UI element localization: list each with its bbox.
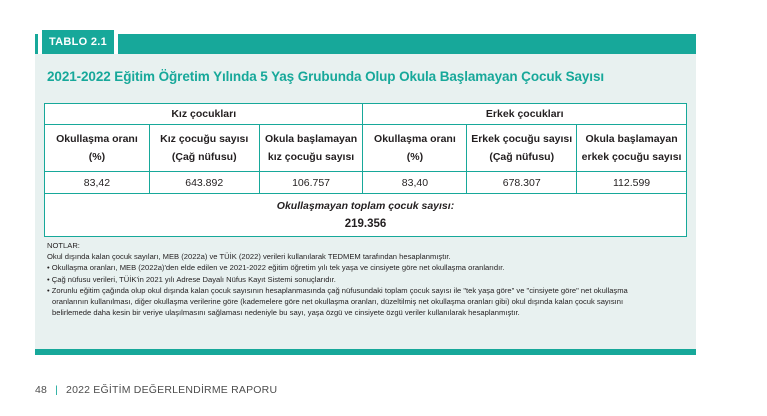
notes-heading: NOTLAR:	[47, 241, 80, 250]
group-header-boys: Erkek çocukları	[363, 104, 687, 125]
col-header-girls-count: Kız çocuğu sayısı (Çağ nüfusu)	[149, 125, 259, 172]
group-header-row	[45, 104, 687, 125]
note-item-cont: oranlarının kullanılması, diğer okullaşma verilerine göre (kademelere göre net okullaşma oranları, düzeltilmiş net okullaşma oranları gibi) okul dışında kalan çocuk sayısını	[52, 297, 624, 307]
table-row	[45, 172, 687, 194]
cell-boys-out: 112.599	[577, 172, 687, 194]
page-footer	[35, 384, 277, 396]
notes-intro: Okul dışında kalan çocuk sayıları, MEB (2022a) ve TÜİK (2022) verileri kullanılarak TEDMEM tarafından hesaplanmıştır.	[47, 252, 451, 262]
cell-boys-rate: 83,40	[363, 172, 467, 194]
footer-bar	[35, 349, 696, 355]
col-header-girls-out: Okula başlamayan kız çocuğu sayısı	[259, 125, 363, 172]
page-number: 48	[35, 384, 48, 396]
note-item: • Okullaşma oranları, MEB (2022a)'den elde edilen ve 2021-2022 eğitim öğretim yılı tek yaşa ve cinsiyete göre net okullaşma oranlarıdır.	[47, 263, 505, 273]
total-cell	[45, 194, 687, 237]
note-item: • Çağ nüfusu verileri, TÜİK'in 2021 yılı Adrese Dayalı Nüfus Kayıt Sistemi sonuçlarıdır.	[47, 274, 336, 284]
report-title: 2022 EĞİTİM DEĞERLENDİRME RAPORU	[66, 384, 278, 396]
table-title: 2021-2022 Eğitim Öğretim Yılında 5 Yaş Grubunda Olup Okula Başlamayan Çocuk Sayısı	[47, 69, 605, 84]
col-header-boys-rate: Okullaşma oranı (%)	[363, 125, 467, 172]
data-table	[44, 103, 687, 237]
cell-girls-out: 106.757	[259, 172, 363, 194]
col-header-boys-count: Erkek çocuğu sayısı (Çağ nüfusu)	[467, 125, 577, 172]
cell-girls-rate: 83,42	[45, 172, 150, 194]
column-header-row	[45, 125, 687, 172]
group-header-girls: Kız çocukları	[45, 104, 363, 125]
total-label: Okullaşmayan toplam çocuk sayısı:	[276, 200, 455, 212]
cell-girls-count: 643.892	[149, 172, 259, 194]
note-item: • Zorunlu eğitim çağında olup okul dışında kalan çocuk sayısının hesaplanmasında çağ nüfusundaki toplam çocuk sayısı ile "tek yaşa göre" ve "cinsiyete göre" net okullaşma	[47, 285, 628, 295]
col-header-girls-rate: Okullaşma oranı (%)	[45, 125, 150, 172]
table-tab-label: TABLO 2.1	[42, 30, 114, 54]
total-row	[45, 194, 687, 237]
col-header-boys-out: Okula başlamayan erkek çocuğu sayısı	[577, 125, 687, 172]
note-item-cont: belirlemede daha kesin bir veriye ulaşılmasını sağlaması nedeniyle bu sayı, yaşa özgü ve cinsiyete özgü veriler kullanılarak hesaplanmıştır.	[52, 308, 520, 318]
total-value: 219.356	[344, 218, 387, 230]
notes-section	[47, 240, 687, 318]
header-bar	[35, 34, 696, 54]
footer-separator: |	[55, 384, 59, 396]
cell-boys-count: 678.307	[467, 172, 577, 194]
